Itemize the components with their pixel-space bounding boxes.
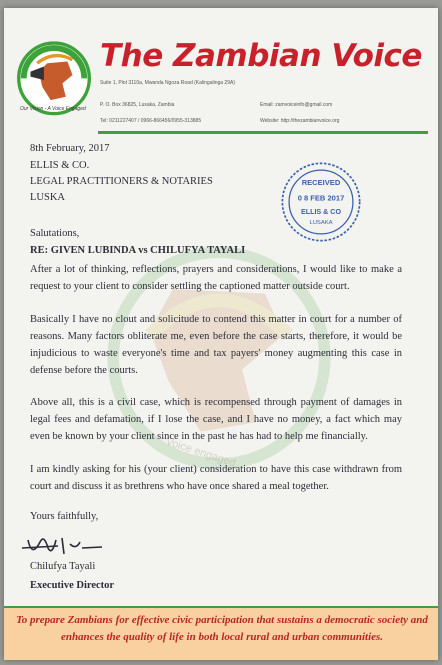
stamp-line-3: ELLIS & CO (301, 207, 341, 216)
closing: Yours faithfully, (30, 511, 99, 522)
stamp-line-2: 0 8 FEB 2017 (297, 193, 345, 203)
signer-title: Executive Director (30, 580, 115, 591)
signature (18, 530, 108, 562)
logo-tagline: Our Vision - A Voice Engaged (20, 106, 86, 112)
paragraph-2: Basically I have no clout and solicitude to contend this matter in court for a number of reasons. Many factors obliterate me, even before the case starts, therefore, it would be injudicious to waste everyone's time and tax payers' money augmenting this case in defense before the courts. (30, 314, 402, 376)
letterhead-website: Website: http://thezambianvoice.org (260, 118, 340, 124)
paragraph-4: I am kindly asking for his (your client) consideration to have this case withdrawn from court and discuss it as brethrens who have once shared a meal together. (30, 464, 402, 492)
footer-banner (4, 606, 438, 660)
letter-date: 8th February, 2017 (30, 143, 110, 154)
recipient-line-2: LEGAL PRACTITIONERS & NOTARIES (30, 176, 213, 187)
stamp-line-4: LUSAKA (309, 219, 333, 226)
letterhead-address: Suite 1, Plot 3110a, Mwanda Ngoza Road (Kalingalinga 29A) (100, 80, 235, 86)
letterhead-tel: Tel: 0211227407 / 0966-866456/0955-313885 (100, 118, 202, 124)
received-stamp (279, 160, 363, 244)
letter-sheet (4, 8, 438, 660)
letterhead-po-box: P. O. Box 36825, Lusaka, Zambia (100, 102, 175, 108)
recipient-line-3: LUSKA (30, 192, 66, 203)
brand-title: The Zambian Voice (100, 38, 422, 74)
letterhead-email: Email: zamvoiceinfo@gmail.com (260, 102, 333, 108)
signer-name: Chilufya Tayali (30, 561, 96, 572)
salutation: Salutations, (30, 228, 80, 239)
paragraph-3: Above all, this is a civil case, which is recompensed through payment of damages in legal fees and defamation, if I lose the case, and I have no money, a fact which may even be known by your client since in the past he has had to help me financially. (30, 397, 402, 442)
recipient-line-1: ELLIS & CO. (30, 160, 90, 171)
footer-mission: To prepare Zambians for effective civic participation that sustains a democratic society and enhances the quality of life in both local rural and urban communities. (16, 614, 428, 643)
watermark-text: Voice engaged... (164, 435, 246, 473)
subject-line: RE: GIVEN LUBINDA vs CHILUFYA TAYALI (30, 245, 246, 256)
stamp-line-1: RECEIVED (301, 178, 341, 188)
paragraph-1: After a lot of thinking, reflections, prayers and considerations, I would like to make a request to your client to consider settling the captioned matter outside court. (30, 264, 402, 292)
header-divider (98, 131, 428, 134)
